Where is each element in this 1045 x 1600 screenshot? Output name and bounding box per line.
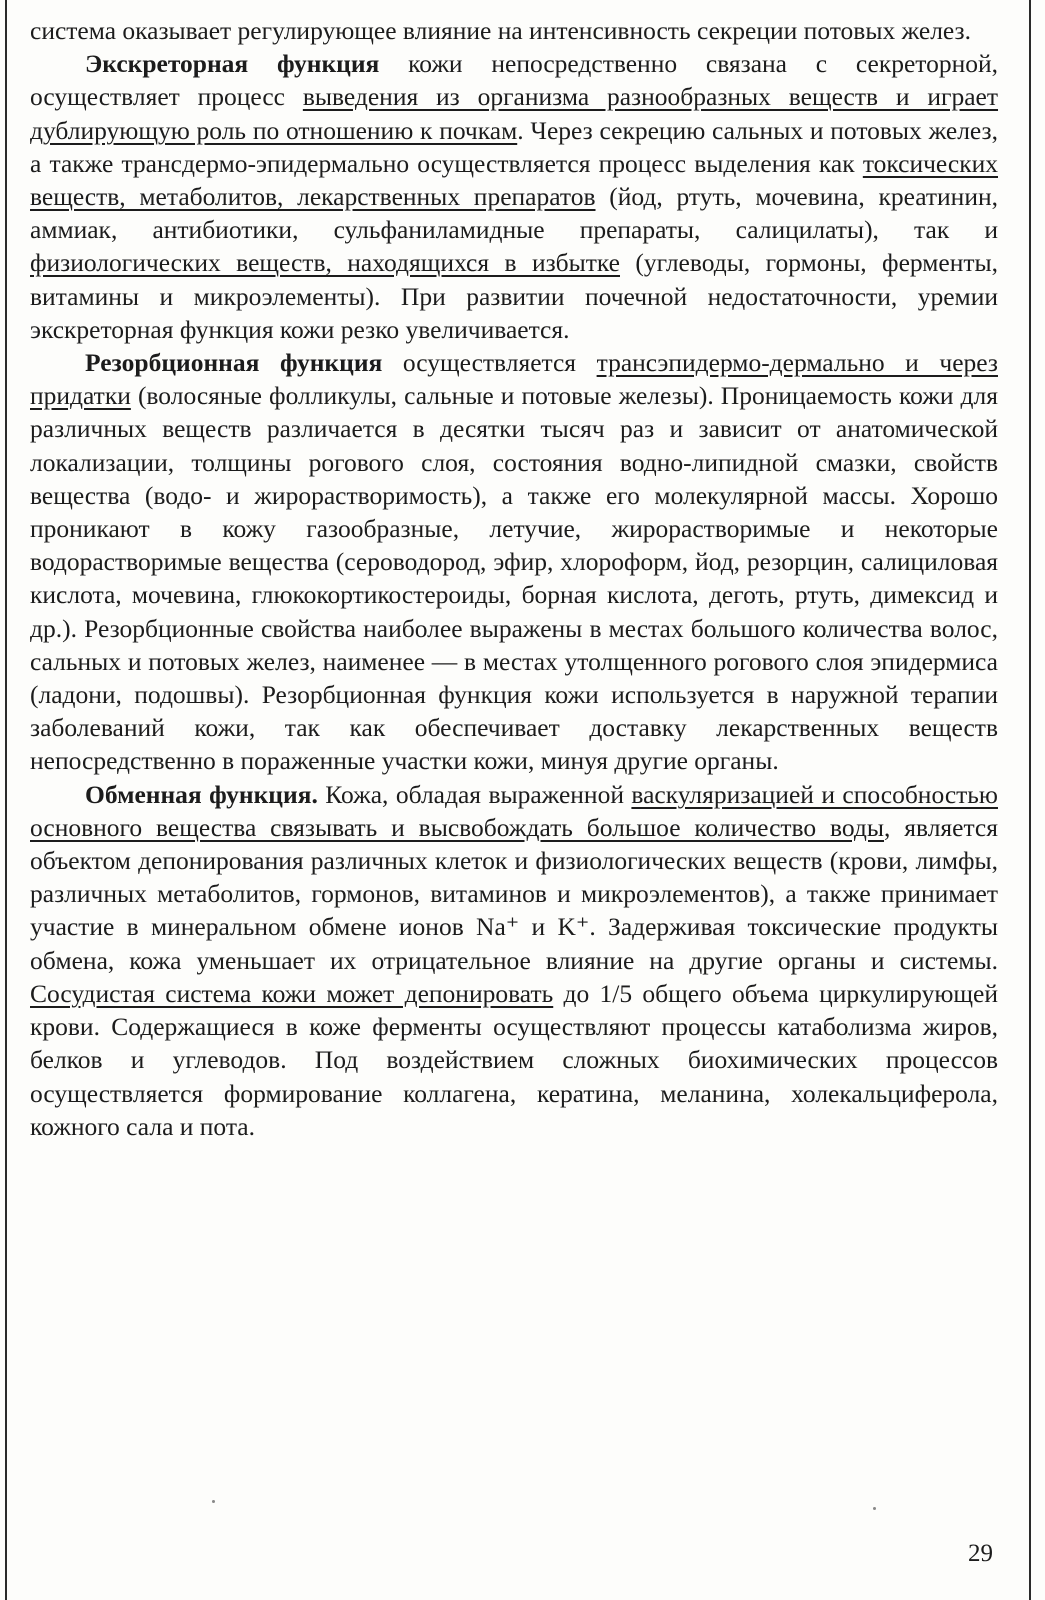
underlined-text: Сосудистая система кожи может депонировать <box>30 978 554 1008</box>
paragraph <box>30 47 998 346</box>
text-run: (волосяные фолликулы, сальные и потовые железы). Проницаемость кожи для различных веществ различается в десятки тысяч раз и зависит от анатомической локализации, толщины рогового слоя, состояния водно-липидной смазки, свойств вещества (водо- и жирорастворимость), а также его молекулярной массы. Хорошо проникают в кожу газообразные, летучие, жирорастворимые и некоторые водорастворимые вещества (сероводород, эфир, хлороформ, йод, резорцин, салициловая кислота, мочевина, глюкокортикостероиды, борная кислота, деготь, ртуть, димексид и др.). Резорбционные свойства наиболее выражены в местах большого количества волос, сальных и потовых желез, наименее — в местах утолщенного рогового слоя эпидермиса (ладони, подошвы). Резорбционная функция кожи используется в наружной терапии заболеваний кожи, так как обеспечивает доставку лекарственных веществ непосредственно в пораженные участки кожи, минуя другие органы. <box>30 381 998 776</box>
body-text <box>30 14 998 1143</box>
paragraph <box>30 14 998 47</box>
section-heading: Резорбционная функция <box>85 348 383 378</box>
text-run: . Через секрецию сальных и потовых желез, а также трансдермо-эпидермально осуществляется процесс выделения как <box>30 115 998 178</box>
text-run: Кожа, обладая выраженной <box>317 779 632 809</box>
text-run: кожи непосредственно связана с секреторной, осуществляет процесс <box>30 49 998 112</box>
text-run: (углеводы, гормоны, ферменты, витамины и микроэлементы). При развитии почечной недостаточности, уремии экскреторная функция кожи резко увеличивается. <box>30 248 999 344</box>
scan-speck <box>212 1500 215 1503</box>
text-run: осуществляется <box>382 348 597 378</box>
underlined-text: токсических веществ, метаболитов, лекарственных препаратов <box>30 148 998 212</box>
text-run: система оказывает регулирующее влияние на интенсивность секреции потовых желез. <box>30 16 971 45</box>
underlined-text: трансэпидермо-дермально и через придатки <box>30 348 998 411</box>
page-number: 29 <box>968 1540 993 1567</box>
scan-speck <box>873 1507 876 1510</box>
page-border-left <box>5 0 7 1600</box>
text-run: , является объектом депонирования различных клеток и физиологических веществ (крови, лимфы, различных метаболитов, гормонов, витаминов и микроэлементов), а также принимает участие в минеральном обмене ионов Na⁺ и K⁺. Задерживая токсические продукты обмена, кожа уменьшает их отрицательное влияние на другие органы и системы. <box>30 812 998 975</box>
text-run: до 1/5 общего объема циркулирующей крови. Содержащиеся в коже ферменты осуществляют процессы катаболизма жиров, белков и углеводов. Под воздействием сложных биохимических процессов осуществляется формирование коллагена, кератина, меланина, холекальциферола, кожного сала и пота. <box>30 978 998 1141</box>
underlined-text: васкуляризацией и способностью основного вещества связывать и высвобождать большое количество воды <box>30 779 998 842</box>
section-heading: Обменная функция. <box>85 779 318 809</box>
underlined-text: физиологических веществ, находящихся в избытке <box>30 248 620 278</box>
underlined-text: выведения из организма разнообразных веществ и играет дублирующую роль по отношению к почкам <box>30 82 999 145</box>
paragraph <box>30 346 998 778</box>
paragraph <box>30 778 998 1143</box>
section-heading: Экскреторная функция <box>85 49 380 79</box>
text-run: (йод, ртуть, мочевина, креатинин, аммиак, антибиотики, сульфаниламидные препараты, салицилаты), так и <box>30 182 998 245</box>
page-border-right <box>1029 0 1031 1600</box>
